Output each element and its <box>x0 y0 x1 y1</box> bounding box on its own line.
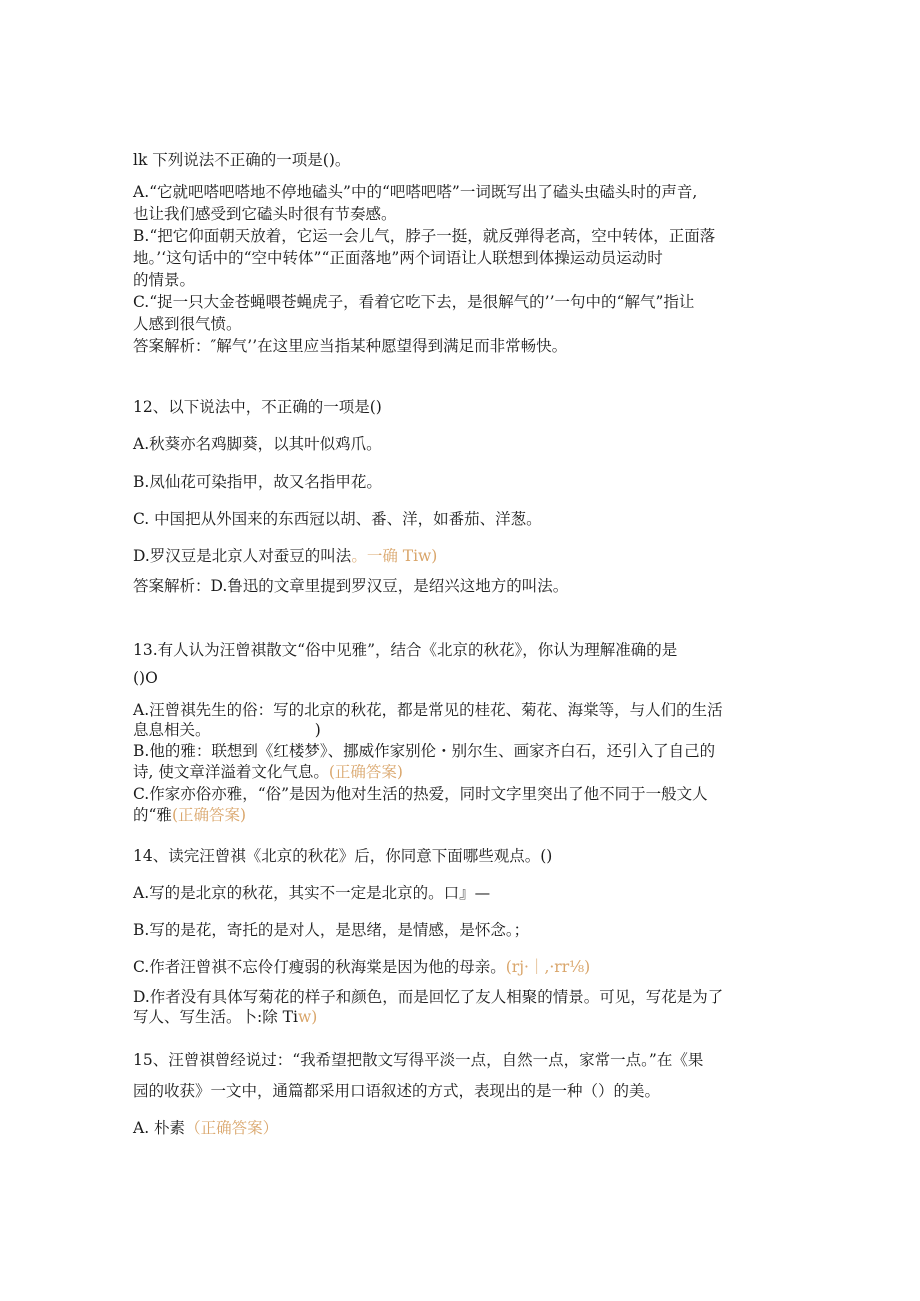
q13-option-c-mark: (正确答案) <box>171 806 247 824</box>
q11-analysis: 答案解析：″解气’’在这里应当指某种愿望得到满足而非常畅快。 <box>133 337 568 355</box>
q11-option-c-line2: 人感到很气愤。 <box>133 315 242 333</box>
q11-option-a-line1: A.“它就吧嗒吧嗒地不停地磕头”中的“吧嗒吧嗒”一词既写出了磕头虫磕头时的声音, <box>133 183 698 201</box>
q13-option-c-line1: C.作家亦俗亦雅，“俗”是因为他对生活的热爱，同时文字里突出了他不同于一般文人 <box>133 785 708 803</box>
q12-option-d <box>133 546 437 567</box>
q13-option-b-mark: (正确答案) <box>328 763 403 781</box>
q11-option-c-line1: C.“捉一只大金苍蝇喂苍蝇虎子，看着它吃下去，是很解气的’’一句中的“解气”指让 <box>133 293 695 311</box>
q12-option-a: A.秋葵亦名鸡脚葵，以其叶似鸡爪。 <box>133 435 382 453</box>
q13-option-a-line2-text: 息息相关。 <box>133 721 203 739</box>
q15-option-a-mark: （正确答案） <box>185 1119 279 1137</box>
q14-option-c-mark: (rj·｜,·rr⅛) <box>505 958 591 976</box>
q12-option-d-text: D.罗汉豆是北京人对蚕豆的叫法 <box>133 547 352 565</box>
q15-title-line1: 15、汪曾祺曾经说过：“我希望把散文写得平淡一点，自然一点，家常一点。”在《果 <box>133 1051 704 1069</box>
q14-option-d-mark: w) <box>297 1008 318 1026</box>
q11-option-b-line1: B.“把它仰面朝天放着，它运一会儿气，脖子一挺，就反弹得老高，空中转体，正面落 <box>133 227 716 245</box>
q11-option-a-line2: 也让我们感受到它磕头时很有节奏感。 <box>133 205 397 223</box>
q13-option-a-mark: ) <box>314 721 321 739</box>
q14-option-a: A.写的是北京的秋花，其实不一定是北京的。口』— <box>133 884 491 902</box>
q13-option-c-line2 <box>133 805 246 826</box>
q14-option-d-line1: D.作者没有具体写菊花的样子和颜色，而是回忆了友人相聚的情景。可见，写花是为了 <box>133 988 724 1006</box>
q14-option-b: B.写的是花，寄托的是对人，是思绪，是情感，是怀念。； <box>133 921 530 939</box>
q12-option-c: C. 中国把从外国来的东西冠以胡、番、洋，如番茄、洋葱。 <box>133 510 542 528</box>
q13-option-a-line2 <box>133 720 321 741</box>
q14-option-c <box>133 957 590 978</box>
q14-option-d-line2 <box>133 1007 317 1028</box>
q13-option-c-line2-text: 的“雅 <box>133 806 172 824</box>
q14-option-c-text: C.作者汪曾祺不忘伶仃瘦弱的秋海棠是因为他的母亲。 <box>133 958 506 976</box>
q11-title: lk 下列说法不正确的一项是()。 <box>133 151 351 169</box>
q13-option-b-line2-text: 诗, 使文章洋溢着文化气息。 <box>133 763 329 781</box>
q13-option-a-line1: A.汪曾祺先生的俗：写的北京的秋花，都是常见的桂花、菊花、海棠等，与人们的生活 <box>133 701 723 719</box>
q15-title-line2: 园的收获》一文中，通篇都采用口语叙述的方式，表现出的是一种（）的美。 <box>133 1082 661 1100</box>
q12-option-b: B.凤仙花可染指甲，故又名指甲花。 <box>133 473 382 491</box>
q13-title-line2: ()O <box>133 669 158 687</box>
q13-option-b-line2 <box>133 762 403 783</box>
q11-option-b-line2: 地。’‘这句话中的“空中转体”“正面落地”两个词语让人联想到体操运动员运动时 <box>133 249 663 267</box>
q12-title: 12、以下说法中，不正确的一项是() <box>133 398 382 416</box>
q14-option-d-line2-text: 写人、写生活。卜:除 Ti <box>133 1008 298 1026</box>
q13-title-line1: 13.有人认为汪曾祺散文“俗中见雅”，结合《北京的秋花》，你认为理解准确的是 <box>133 641 678 659</box>
q15-option-a-text: A. 朴素 <box>133 1119 186 1137</box>
q12-analysis: 答案解析：D.鲁迅的文章里提到罗汉豆，是绍兴这地方的叫法。 <box>133 577 569 595</box>
q14-title: 14、读完汪曾祺《北京的秋花》后，你同意下面哪些观点。() <box>133 847 553 865</box>
q12-option-d-mark: 。一确 Tiw) <box>351 547 438 565</box>
q13-option-b-line1: B.他的雅：联想到《红楼梦》、挪威作家别伦・别尔生、画家齐白石，还引入了自己的 <box>133 742 716 760</box>
q15-option-a <box>133 1118 278 1139</box>
q11-option-b-line3: 的情景。 <box>133 271 196 289</box>
